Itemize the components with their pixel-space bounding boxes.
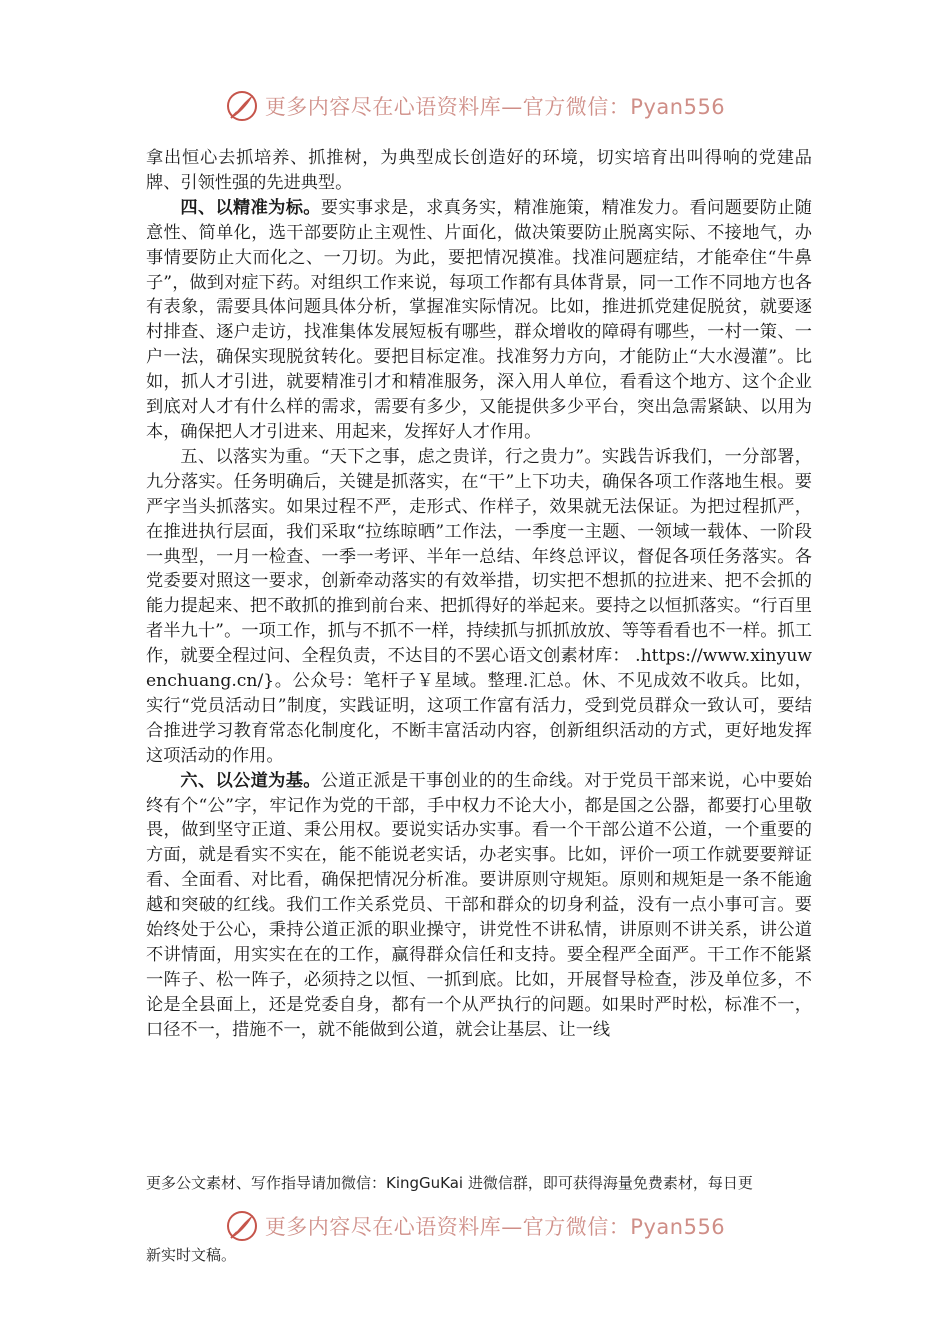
section-heading-fairness: 六、以公道为基。 — [180, 770, 321, 791]
footer-banner-text: 更多内容尽在心语资料库—官方微信：Pyan556 — [264, 1215, 726, 1239]
paragraph-continuation: 拿出恒心去抓培养、抓推树，为典型成长创造好的环境，切实培育出叫得响的党建品牌、引领性强的先进典型。 — [146, 148, 812, 193]
paragraph-fairness — [146, 769, 812, 1043]
footer-note-line-1: 更多公文素材、写作指导请加微信：KingGuKai 进微信群，即可获得海量免费素材，每日更 — [146, 1174, 753, 1192]
feather-quill-logo-icon — [225, 1209, 259, 1243]
header-banner-text: 更多内容尽在心语资料库—官方微信：Pyan556 — [264, 95, 726, 119]
feather-quill-logo-icon — [225, 89, 259, 123]
paragraph-fairness-text: 公道正派是干事创业的的生命线。对于党员干部来说，心中要始终有个“公”字，牢记作为党的干部，手中权力不论大小，都是国之公器，都要打心里敬畏，做到坚守正道、秉公用权。要说实话办实事。看一个干部公道不公道，一个重要的方面，就是看实不实在，能不能说老实话，办老实事。比如，评价一项工作就要要辩证看、全面看、对比看，确保把情况分析准。要讲原则守规矩。原则和规矩是一条不能逾越和突破的红线。我们工作关系党员、干部和群众的切身利益，没有一点小事可言。要始终处于公心，秉持公道正派的职业操守，讲党性不讲私情，讲原则不讲关系，讲公道不讲情面，用实实在在的工作，赢得群众信任和支持。要全程严全面严。干工作不能紧一阵子、松一阵子，必须持之以恒、一抓到底。比如，开展督导检查，涉及单位多，不论是全县面上，还是党委自身，都有一个从严执行的问题。如果时严时松，标准不一，口径不一，措施不一，就不能做到公道，就会让基层、让一线 — [146, 770, 812, 1040]
paragraph-implementation: 五、以落实为重。“天下之事，虑之贵详，行之贵力”。实践告诉我们，一分部署，九分落实。任务明确后，关键是抓落实，在“干”上下功夫，确保各项工作落地生根。要严字当头抓落实。如果过程不严，走形式、作样子，效果就无法保证。为把过程抓严，在推进执行层面，我们采取“拉练晾晒”工作法，一季度一主题、一领域一载体、一阶段一典型，一月一检查、一季一考评、半年一总结、年终总评议，督促各项任务落实。各党委要对照这一要求，创新牵动落实的有效举措，切实把不想抓的拉进来、把不会抓的能力提起来、把不敢抓的推到前台来、把抓得好的举起来。要持之以恒抓落实。“行百里者半九十”。一项工作，抓与不抓不一样，持续抓与抓抓放放、等等看看也不一样。抓工作，就要全程过问、全程负责，不达目的不罢心语文创素材库： .https://www.xinyuwenchuang.cn/}。公众号：笔杆子￥星域。整理.汇总。休、不见成效不收兵。比如，实行“党员活动日”制度，实践证明，这项工作富有活力，受到党员群众一致认可，要结合推进学习教育常态化制度化，不断丰富活动内容，创新组织活动的方式，更好地发挥这项活动的作用。 — [146, 446, 812, 766]
document-body — [146, 146, 812, 1043]
footer-note-line-2: 新实时文稿。 — [146, 1246, 237, 1264]
paragraph-precision — [146, 196, 812, 445]
header-watermark-banner — [0, 84, 950, 128]
footer-watermark-banner — [0, 1204, 950, 1248]
section-heading-precision: 四、以精准为标。 — [180, 197, 321, 218]
paragraph-precision-text: 要实事求是，求真务实，精准施策，精准发力。看问题要防止随意性、简单化，选干部要防止主观性、片面化，做决策要防止脱离实际、不接地气，办事情要防止大而化之、一刀切。为此，要把情况摸准。找准问题症结，才能牵住“牛鼻子”，做到对症下药。对组织工作来说，每项工作都有具体背景，同一工作不同地方也各有表象，需要具体问题具体分析，掌握准实际情况。比如，推进抓党建促脱贫，就要逐村排查、逐户走访，找准集体发展短板有哪些，群众增收的障碍有哪些，一村一策、一户一法，确保实现脱贫转化。要把目标定准。找准努力方向，才能防止“大水漫灌”。比如，抓人才引进，就要精准引才和精准服务，深入用人单位，看看这个地方、这个企业到底对人才有什么样的需求，需要有多少，又能提供多少平台，突出急需紧缺、以用为本，确保把人才引进来、用起来，发挥好人才作用。 — [146, 197, 812, 442]
